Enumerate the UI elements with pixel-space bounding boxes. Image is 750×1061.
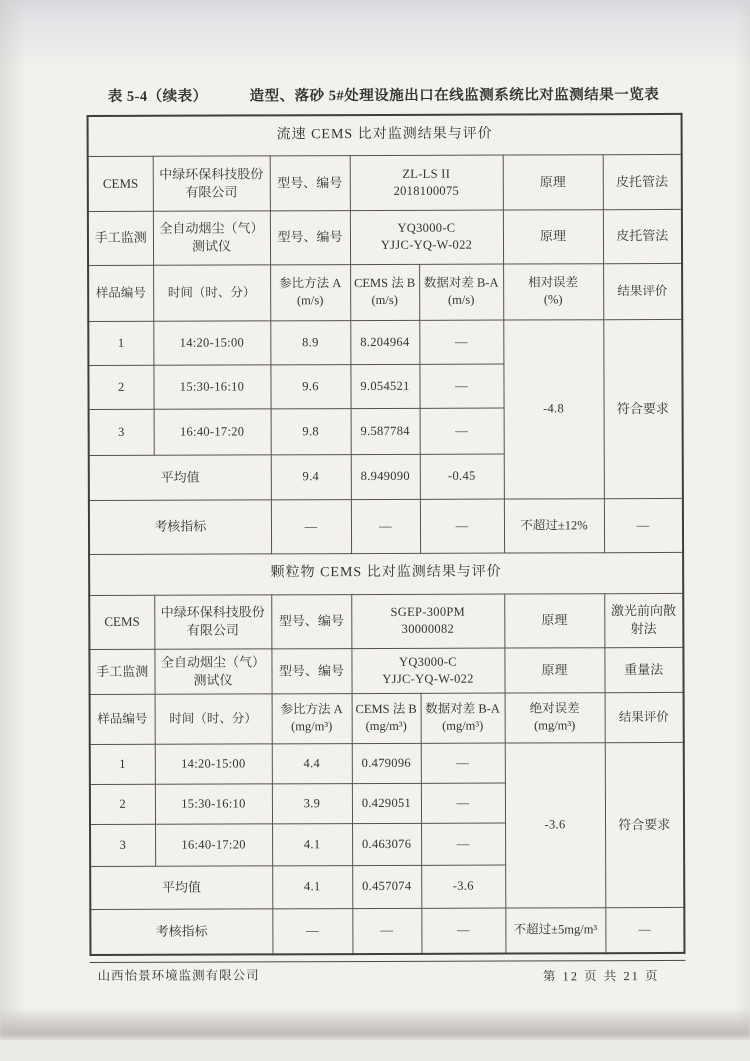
flow-data-row bbox=[88, 319, 682, 365]
flow-section-title: 流速 CEMS 比对监测结果与评价 bbox=[88, 114, 682, 156]
cems-value-cell: 9.587784 bbox=[351, 408, 420, 454]
sample-no-cell: 2 bbox=[88, 365, 153, 409]
pm-header-error: 绝对误差 (mg/m³) bbox=[505, 692, 605, 742]
assessment-cems-cell: — bbox=[352, 908, 421, 954]
table-title bbox=[86, 83, 680, 106]
pm-result-cell: 符合要求 bbox=[605, 742, 685, 907]
assessment-ref-cell: — bbox=[271, 499, 351, 553]
pm-header-diff: 数据对差 B-A (mg/m³) bbox=[421, 693, 505, 743]
flow-cems-principle-value: 皮托管法 bbox=[603, 154, 682, 209]
average-cems-cell: 8.949090 bbox=[351, 454, 420, 499]
flow-cems-equipment-row bbox=[88, 154, 682, 211]
footer-rule bbox=[90, 960, 686, 963]
flow-header-result: 结果评价 bbox=[603, 263, 682, 319]
diff-value-cell: — bbox=[421, 823, 505, 865]
flow-section-band-row bbox=[88, 114, 682, 156]
assessment-limit-cell: 不超过±12% bbox=[504, 498, 604, 552]
flow-header-cems: CEMS 法 B (m/s) bbox=[350, 264, 419, 320]
ref-value-cell: 9.6 bbox=[270, 364, 350, 408]
diff-value-cell: — bbox=[421, 783, 505, 823]
ref-value-cell: 9.8 bbox=[271, 408, 351, 454]
pm-manual-model-value: YQ3000-C YJJC-YQ-W-022 bbox=[351, 648, 504, 694]
footer-company: 山西怡景环境监测有限公司 bbox=[97, 968, 260, 983]
flow-manual-label: 手工监测 bbox=[88, 211, 153, 265]
flow-header-time: 时间（时、分） bbox=[153, 264, 270, 320]
table-number: 表 5-4（续表） bbox=[107, 88, 208, 105]
pm-cems-model-field: 型号、编号 bbox=[271, 594, 351, 648]
flow-header-error: 相对误差 (%) bbox=[503, 263, 603, 319]
pm-header-ref: 参比方法 A (mg/m³) bbox=[272, 693, 352, 743]
pm-section-band-row bbox=[89, 552, 683, 595]
pm-absolute-error-cell: -3.6 bbox=[505, 742, 606, 907]
flow-cems-model-value: ZL-LS II 2018100075 bbox=[350, 155, 503, 211]
sample-no-cell: 3 bbox=[90, 824, 155, 866]
flow-relative-error-cell: -4.8 bbox=[503, 319, 604, 498]
pm-cems-vendor: 中绿环保科技股份有限公司 bbox=[154, 594, 271, 648]
flow-result-cell: 符合要求 bbox=[603, 319, 683, 498]
pm-cems-label: CEMS bbox=[89, 595, 154, 649]
flow-manual-principle-label: 原理 bbox=[503, 209, 603, 263]
pm-manual-label: 手工监测 bbox=[89, 649, 154, 694]
cems-value-cell: 0.479096 bbox=[352, 743, 421, 783]
pm-header-row bbox=[90, 692, 684, 744]
pm-manual-principle-label: 原理 bbox=[504, 647, 604, 692]
pm-header-result: 结果评价 bbox=[605, 692, 684, 742]
flow-cems-vendor: 中绿环保科技股份有限公司 bbox=[153, 155, 270, 210]
flow-header-ref: 参比方法 A (m/s) bbox=[270, 264, 350, 320]
time-cell: 16:40-17:20 bbox=[154, 408, 271, 454]
flow-header-diff: 数据对差 B-A (m/s) bbox=[419, 264, 503, 320]
pm-header-sample: 样品编号 bbox=[90, 694, 155, 744]
pm-assessment-row bbox=[90, 907, 684, 955]
footer-page-number: 第 12 页 共 21 页 bbox=[542, 969, 660, 984]
ref-value-cell: 4.1 bbox=[272, 823, 352, 865]
pm-header-time: 时间（时、分） bbox=[155, 693, 272, 743]
assessment-label: 考核指标 bbox=[90, 908, 272, 955]
flow-manual-model-value: YQ3000-C YJJC-YQ-W-022 bbox=[350, 210, 503, 265]
pm-manual-principle-value: 重量法 bbox=[604, 647, 683, 692]
cems-value-cell: 0.463076 bbox=[352, 823, 421, 865]
assessment-ref-cell: — bbox=[272, 908, 352, 954]
sample-no-cell: 1 bbox=[90, 744, 155, 784]
flow-manual-equipment-row bbox=[88, 209, 682, 265]
sample-no-cell: 3 bbox=[89, 409, 154, 455]
diff-value-cell: — bbox=[420, 408, 504, 454]
average-ref-cell: 9.4 bbox=[271, 454, 351, 499]
average-cems-cell: 0.457074 bbox=[352, 865, 421, 908]
diff-value-cell: — bbox=[419, 364, 503, 408]
ref-value-cell: 8.9 bbox=[270, 320, 350, 364]
time-cell: 15:30-16:10 bbox=[153, 364, 270, 408]
pm-cems-principle-value: 激光前向散射法 bbox=[604, 593, 683, 647]
flow-manual-model-field: 型号、编号 bbox=[270, 210, 350, 264]
time-cell: 15:30-16:10 bbox=[155, 783, 272, 823]
pm-manual-equipment-row bbox=[89, 647, 683, 694]
flow-header-row bbox=[88, 263, 682, 321]
average-label: 平均值 bbox=[90, 865, 272, 909]
comparison-results-table bbox=[87, 113, 686, 956]
ref-value-cell: 4.4 bbox=[272, 743, 352, 783]
scan-edge-bottom-paper bbox=[0, 1040, 750, 1061]
scan-edge-bottom bbox=[0, 1008, 750, 1042]
pm-cems-principle-label: 原理 bbox=[504, 593, 604, 647]
flow-assessment-row bbox=[89, 498, 683, 554]
pm-header-cems: CEMS 法 B (mg/m³) bbox=[352, 693, 421, 743]
cems-value-cell: 8.204964 bbox=[350, 320, 419, 364]
cems-value-cell: 0.429051 bbox=[352, 783, 421, 823]
average-diff-cell: -0.45 bbox=[420, 454, 504, 499]
assessment-result-cell: — bbox=[605, 907, 684, 953]
assessment-cems-cell: — bbox=[351, 499, 420, 553]
flow-cems-label: CEMS bbox=[88, 156, 153, 211]
assessment-diff-cell: — bbox=[421, 908, 505, 954]
flow-cems-model-field: 型号、编号 bbox=[270, 155, 350, 210]
flow-cems-principle-label: 原理 bbox=[503, 154, 603, 209]
sample-no-cell: 1 bbox=[88, 321, 153, 365]
pm-cems-equipment-row bbox=[89, 593, 683, 649]
assessment-label: 考核指标 bbox=[89, 499, 271, 554]
ref-value-cell: 3.9 bbox=[272, 783, 352, 823]
diff-value-cell: — bbox=[419, 320, 503, 364]
average-label: 平均值 bbox=[89, 454, 271, 500]
pm-manual-model-field: 型号、编号 bbox=[271, 648, 351, 693]
pm-cems-model-value: SGEP-300PM 30000082 bbox=[351, 594, 504, 649]
assessment-limit-cell: 不超过±5mg/m³ bbox=[505, 907, 605, 953]
diff-value-cell: — bbox=[421, 743, 505, 783]
sample-no-cell: 2 bbox=[90, 784, 155, 824]
time-cell: 14:20-15:00 bbox=[155, 743, 272, 783]
assessment-diff-cell: — bbox=[420, 499, 504, 553]
assessment-result-cell: — bbox=[604, 498, 683, 552]
pm-section-title: 颗粒物 CEMS 比对监测结果与评价 bbox=[89, 552, 683, 595]
average-diff-cell: -3.6 bbox=[421, 865, 505, 908]
pm-manual-device: 全自动烟尘（气）测试仪 bbox=[154, 648, 271, 693]
flow-manual-device: 全自动烟尘（气）测试仪 bbox=[153, 210, 270, 264]
time-cell: 14:20-15:00 bbox=[153, 320, 270, 364]
cems-value-cell: 9.054521 bbox=[350, 364, 419, 408]
time-cell: 16:40-17:20 bbox=[155, 823, 272, 865]
flow-header-sample: 样品编号 bbox=[88, 265, 153, 321]
average-ref-cell: 4.1 bbox=[272, 865, 352, 908]
flow-manual-principle-value: 皮托管法 bbox=[603, 209, 682, 263]
table-caption: 造型、落砂 5#处理设施出口在线监测系统比对监测结果一览表 bbox=[249, 87, 660, 105]
pm-data-row bbox=[90, 742, 684, 784]
